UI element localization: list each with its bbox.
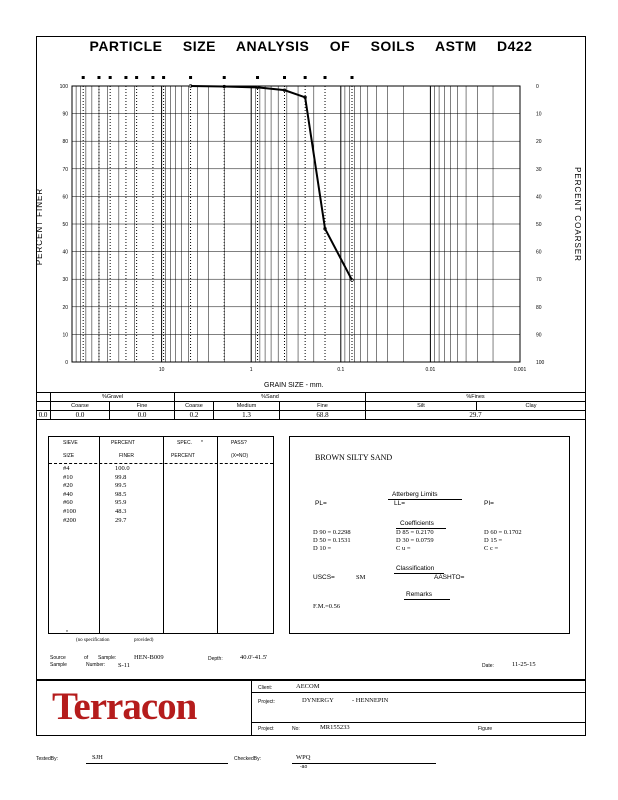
of-label: of [84, 655, 89, 661]
y-left-tick: 60 [62, 194, 68, 201]
pass-header-1: PASS? [231, 440, 247, 446]
sieve-marker [350, 76, 353, 79]
sieve-marker [151, 76, 154, 79]
d15-value: D 15 = [484, 537, 503, 544]
sub-sand-fine: Fine [280, 402, 366, 411]
gravel-coarse-value: 0.0 [51, 411, 110, 420]
y-left-tick: 30 [62, 277, 68, 284]
x-axis-label: GRAIN SIZE - mm. [264, 382, 324, 389]
sieve-percent-finer: 100.0 [115, 465, 130, 472]
footnote-b: provided) [134, 638, 154, 643]
x-tick: 1 [249, 367, 253, 373]
sub-clay: Clay [477, 402, 586, 411]
d90-value: D 90 = 0.2298 [313, 529, 351, 536]
sieve-marker [82, 76, 85, 79]
sieve-marker [223, 76, 226, 79]
project-no-label: Project [258, 726, 274, 732]
fineness-modulus: F.M.=0.56 [313, 603, 341, 610]
sub-sand-coarse: Coarse [175, 402, 214, 411]
tested-by-value: SJH [92, 754, 103, 761]
x-tick: 0.001 [513, 367, 527, 373]
sand-fine-value: 68.8 [280, 411, 366, 420]
d10-value: D 10 = [313, 545, 332, 552]
sub-gravel-fine: Fine [110, 402, 175, 411]
sand-coarse-value: 0.2 [175, 411, 214, 420]
number-label: Number: [86, 662, 106, 668]
y-right-tick: 10 [536, 111, 542, 118]
sub-gravel-coarse: Coarse [51, 402, 110, 411]
y-left-tick: 10 [62, 332, 68, 339]
percent-header-2: FINER [119, 453, 134, 459]
sieve-size: #40 [63, 490, 73, 498]
classification-title: Classification [396, 565, 435, 572]
project-value-b: - HENNEPIN [352, 697, 389, 704]
depth-value: 40.0'-41.5' [240, 654, 268, 661]
pi-label: PI= [484, 500, 494, 507]
uscs-label: USCS= [313, 574, 335, 581]
y-left-tick: 50 [62, 222, 68, 228]
atterberg-title: Atterberg Limits [392, 491, 438, 498]
y-right-tick: 90 [536, 332, 542, 339]
footnote-star: * [66, 630, 68, 636]
sub-silt: Silt [366, 402, 477, 411]
sample-label: Sample: [98, 655, 117, 661]
coefficients-title: Coefficients [400, 520, 434, 527]
y-right-tick: 0 [536, 84, 539, 90]
sieve-percent-finer: 99.5 [115, 482, 127, 490]
y-right-tick: 20 [536, 139, 542, 146]
sieve-table [48, 436, 274, 634]
report-title: PARTICLE SIZE ANALYSIS OF SOILS ASTM D422 [89, 38, 533, 54]
sieve-size: #20 [63, 482, 73, 490]
percent-header-1: PERCENT [111, 440, 135, 446]
ll-label: LL= [394, 500, 406, 507]
y-right-tick: 70 [536, 277, 542, 284]
y-right-tick: 60 [536, 249, 542, 256]
sieve-size: #200 [63, 516, 76, 524]
y-right-label: PERCENT COARSER [572, 167, 582, 262]
y-left-tick: 20 [62, 304, 68, 311]
fines-value: 29.7 [366, 411, 586, 420]
sieve-marker [283, 76, 286, 79]
figure-label: Figure [478, 726, 493, 732]
y-left-tick: 80 [62, 139, 68, 146]
source-label: Source [50, 655, 66, 661]
x-tick: 0.01 [425, 367, 436, 373]
sieve-marker [304, 76, 307, 79]
checked-by-label: CheckedBy: [234, 756, 261, 762]
date-value: 11-25-15 [512, 661, 536, 668]
footnote-a: (no specification [76, 638, 110, 643]
sieve-percent-finer: 29.7 [115, 516, 127, 524]
sieve-marker [162, 76, 165, 79]
cobbles-value: 0.0 [36, 411, 51, 420]
fines-header: %Fines [366, 393, 586, 402]
y-left-tick: 100 [59, 84, 68, 90]
date-label: Date: [482, 663, 494, 669]
sieve-percent-finer: 48.3 [115, 508, 127, 515]
y-left-tick: 90 [62, 111, 68, 118]
description-panel [289, 436, 570, 634]
sand-header: %Sand [175, 393, 366, 402]
soil-description: BROWN SILTY SAND [315, 453, 393, 462]
spec-header-2: PERCENT [171, 453, 195, 459]
source-value: HEN-B009 [134, 654, 164, 661]
sieve-marker [256, 76, 259, 79]
sieve-percent-finer: 95.9 [115, 499, 127, 507]
sieve-header-1: SIEVE [63, 440, 78, 446]
y-left-tick: 40 [62, 249, 68, 256]
client-label: Client: [258, 685, 273, 691]
cu-value: C u = [396, 545, 411, 552]
sample-number-value: S-11 [118, 662, 131, 669]
tested-by-label: TestedBy: [36, 756, 58, 762]
sample-no-label: Sample [50, 662, 67, 668]
pl-label: PL= [315, 500, 327, 507]
project-value-a: DYNERGY [302, 697, 334, 704]
cc-value: C c = [484, 545, 499, 552]
sieve-size: #10 [63, 473, 73, 481]
gradation-chart [50, 62, 580, 392]
d85-value: D 85 = 0.2170 [396, 529, 434, 536]
terracon-logo [48, 684, 248, 734]
y-left-tick: 0 [65, 360, 68, 366]
sieve-percent-finer: 99.8 [115, 473, 127, 481]
project-no-value: MR155233 [320, 724, 350, 731]
sieve-percent-finer: 98.5 [115, 490, 127, 498]
project-label: Project: [258, 699, 275, 705]
pass-header-2: (X=NO) [231, 453, 249, 459]
sub-sand-medium: Medium [214, 402, 280, 411]
no-label: No: [292, 726, 300, 732]
y-left-tick: 70 [62, 166, 68, 173]
uscs-value: SM [356, 574, 366, 581]
y-right-tick: 50 [536, 222, 542, 228]
client-value: AECOM [296, 683, 320, 690]
spec-header-1: SPEC. [177, 440, 193, 446]
sieve-marker [109, 76, 112, 79]
gravel-header: %Gravel [51, 393, 175, 402]
sieve-marker [189, 76, 192, 79]
y-right-tick: 80 [536, 304, 542, 311]
y-right-tick: 40 [536, 194, 542, 201]
x-tick: 0.1 [337, 367, 345, 373]
logo-text: Terracon [52, 685, 197, 728]
sieve-size: #100 [63, 508, 76, 515]
sieve-size: #60 [63, 499, 73, 507]
fractions-table [36, 392, 586, 420]
y-right-tick: 100 [536, 360, 545, 366]
sand-medium-value: 1.3 [214, 411, 280, 420]
x-tick: 10 [158, 367, 165, 373]
y-left-label: PERCENT FINER [35, 187, 45, 266]
checked-by-value: WPQ [296, 754, 311, 761]
sieve-marker [97, 76, 100, 79]
y-right-tick: 30 [536, 166, 542, 173]
remarks-title: Remarks [406, 591, 433, 598]
d30-value: D 30 = 0.0759 [396, 537, 434, 544]
sieve-marker [135, 76, 138, 79]
sieve-marker [324, 76, 327, 79]
sieve-marker [124, 76, 127, 79]
depth-label: Depth: [208, 656, 223, 662]
checked-by-sub: -ao [300, 764, 308, 770]
d60-value: D 60 = 0.1702 [484, 529, 522, 536]
aashto-label: AASHTO= [434, 574, 465, 581]
d50-value: D 50 = 0.1531 [313, 537, 351, 544]
gravel-fine-value: 0.0 [110, 411, 175, 420]
sieve-size: #4 [63, 465, 70, 472]
spec-star: * [201, 440, 203, 446]
sieve-header-2: SIZE [63, 453, 75, 459]
